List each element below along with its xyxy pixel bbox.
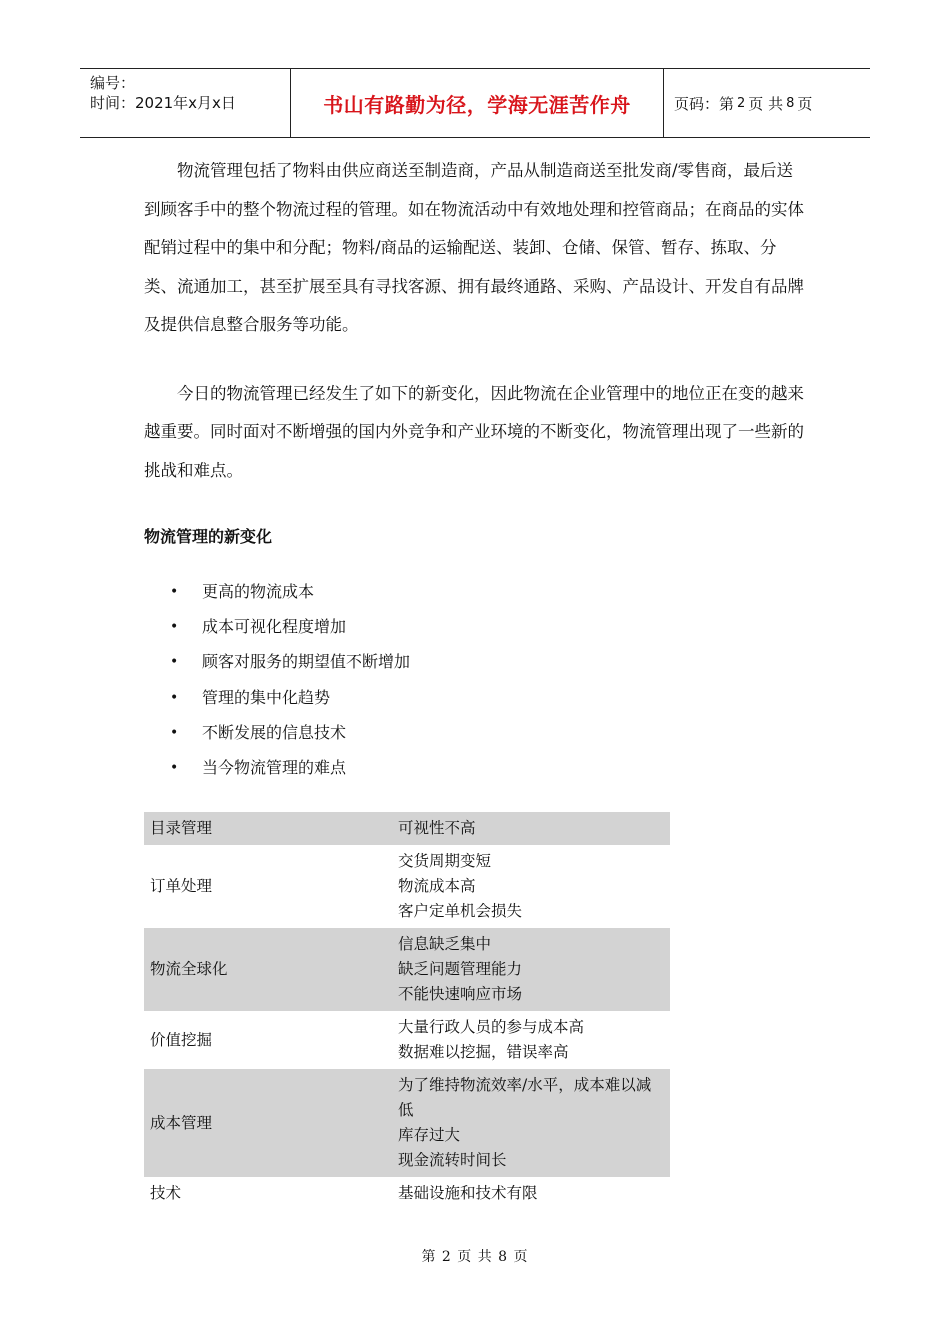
header-motto: 书山有路勤为径，学海无涯苦作舟	[291, 69, 664, 137]
table-cell-label: 订单处理	[150, 877, 213, 895]
table-cell-detail: 为了维持物流效率/水平，成本难以减低 库存过大 现金流转时间长	[392, 1069, 670, 1177]
table-cell-detail: 交货周期变短 物流成本高 客户定单机会损失	[398, 852, 523, 920]
body-text	[144, 152, 808, 490]
table-cell-label: 技术	[150, 1184, 182, 1202]
bullet-icon: •	[170, 759, 179, 776]
difficulties-table	[144, 812, 670, 1210]
bullet-icon: •	[170, 724, 179, 741]
table-cell-label: 目录管理	[144, 812, 392, 845]
list-item: • 顾客对服务的期望值不断增加	[170, 648, 410, 683]
table-row	[144, 928, 670, 1011]
header-page-indicator: 页码：第 2 页 共 8 页	[674, 94, 813, 113]
bullet-icon: •	[170, 689, 179, 706]
bullet-icon: •	[170, 584, 179, 600]
header-meta	[80, 69, 291, 137]
page-footer: 第 2 页 共 8 页	[421, 1249, 529, 1265]
page-header	[80, 68, 870, 138]
bullet-list	[170, 578, 410, 789]
table-row	[144, 812, 670, 845]
table-cell-detail: 可视性不高	[392, 812, 670, 845]
footer-page-current: 2	[441, 1249, 452, 1265]
table-cell-detail: 信息缺乏集中 缺乏问题管理能力 不能快速响应市场	[392, 928, 670, 1011]
table-cell-label: 成本管理	[144, 1069, 392, 1177]
header-page-total: 8	[786, 95, 795, 111]
table-row	[144, 1011, 670, 1069]
table-cell-label: 物流全球化	[144, 928, 392, 1011]
bullet-icon: •	[170, 654, 179, 671]
list-item: • 当今物流管理的难点	[170, 754, 410, 789]
document-time: 时间：2021年x月x日	[90, 94, 236, 112]
document-number-label: 编号：	[90, 74, 136, 92]
list-item: • 管理的集中化趋势	[170, 684, 410, 719]
table-row	[144, 1069, 670, 1177]
bullet-icon: •	[170, 619, 179, 636]
table-cell-label: 价值挖掘	[150, 1030, 213, 1049]
list-item: • 成本可视化程度增加	[170, 613, 410, 648]
paragraph-intro: 物流管理包括了物料由供应商送至制造商，产品从制造商送至批发商/零售商，最后送到顾客手中的整个物流过程的管理。如在物流活动中有效地处理和控管商品；在商品的实体配销过程中的集中和分配；物料/商品的运输配送、装卸、仓储、保管、暂存、拣取、分类、流通加工，甚至扩展至具有寻找客源、拥有最终通路、采购、产品设计、开发自有品牌及提供信息整合服务等功能。	[144, 161, 804, 334]
paragraph-changes: 今日的物流管理已经发生了如下的新变化，因此物流在企业管理中的地位正在变的越来越重要。同时面对不断增强的国内外竞争和产业环境的不断变化，物流管理出现了一些新的挑战和难点。	[144, 383, 804, 480]
table-row	[144, 845, 670, 928]
footer-page-total: 8	[498, 1249, 509, 1265]
table-cell-detail: 大量行政人员的参与成本高 数据难以挖掘，错误率高	[398, 1018, 585, 1061]
table-row	[144, 1177, 670, 1210]
table-cell-detail: 基础设施和技术有限	[398, 1184, 538, 1202]
list-item: • 不断发展的信息技术	[170, 719, 410, 754]
list-item: • 更高的物流成本	[170, 578, 410, 613]
section-title: 物流管理的新变化	[144, 527, 273, 546]
header-page-current: 2	[737, 95, 746, 111]
